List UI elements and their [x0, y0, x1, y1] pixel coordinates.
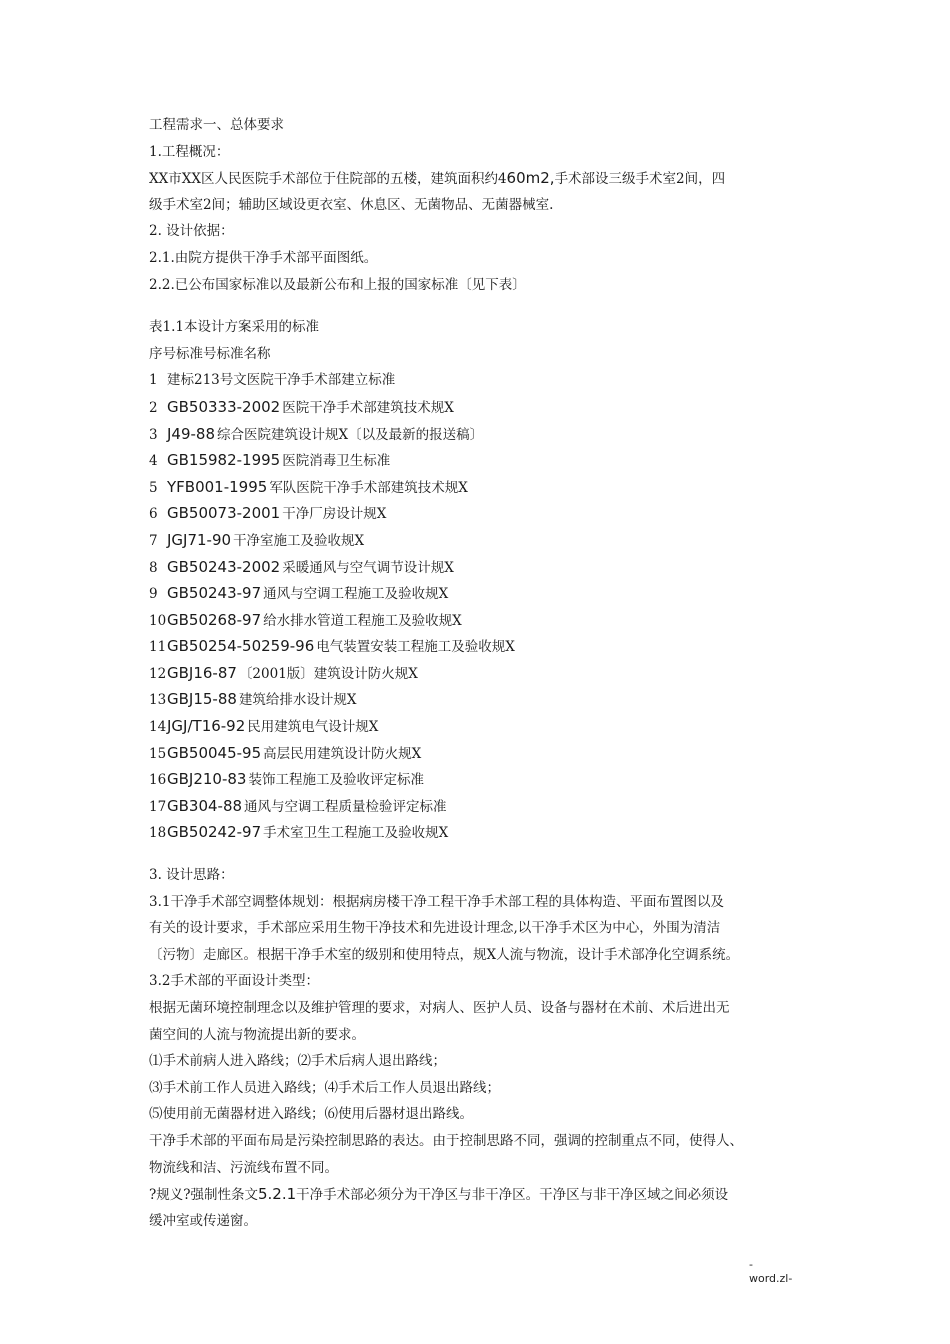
standard-name: 医院消毒卫生标准 [282, 453, 391, 470]
standard-row [149, 713, 809, 740]
standard-code: GBJ210-83 [167, 770, 247, 789]
standard-code: GB50243-97 [167, 584, 262, 603]
standard-code: GB50243-2002 [167, 557, 281, 576]
standard-row [149, 554, 809, 581]
standard-number: 18 [149, 825, 167, 842]
section-1-paragraph-line-2: 级手术室2间；辅助区域设更衣室、休息区、无菌物品、无菌器械室. [149, 196, 554, 213]
standard-number: 3 [149, 426, 158, 443]
standard-number: 8 [149, 559, 158, 576]
standard-row [149, 474, 809, 501]
standard-number: 6 [149, 506, 158, 523]
standard-row [149, 527, 809, 554]
standard-name: 通风与空调工程质量检验评定标准 [244, 798, 447, 815]
doc-title: 工程需求一、总体要求 [149, 117, 284, 133]
standard-code: GB50254-50259-96 [167, 637, 315, 656]
standard-number: 9 [149, 586, 158, 603]
standard-row [149, 394, 809, 421]
route-line-3: ⑸使用前无菌器材进入路线；⑹使用后器材退出路线。 [149, 1106, 473, 1123]
section-2-heading: 2. 设计依据： [149, 223, 234, 240]
standard-name: 医院干净手术部建筑技术规X [282, 399, 454, 416]
standard-row [149, 500, 809, 527]
standard-name: 建标213号文医院干净手术部建立标准 [167, 372, 396, 389]
standard-number: 16 [149, 772, 167, 789]
standard-number: 14 [149, 719, 167, 736]
section-3-2-line-2: 菌空间的人流与物流提出新的要求。 [149, 1026, 365, 1043]
standard-number: 12 [149, 665, 167, 682]
standard-row [149, 633, 809, 660]
standard-code: GB304-88 [167, 796, 243, 815]
footer-dash: - [749, 1258, 753, 1271]
section-3-2-line-1: 根据无菌环境控制理念以及维护管理的要求，对病人、医护人员、设备与器材在术前、术后进出无 [149, 1000, 730, 1016]
standard-number: 13 [149, 692, 167, 709]
standard-number: 2 [149, 399, 158, 416]
standard-code: GB50268-97 [167, 610, 262, 629]
footer-site: word.zl- [749, 1272, 793, 1285]
standard-code: J49-88 [167, 424, 216, 443]
standard-row [149, 607, 809, 634]
standard-row [149, 421, 809, 448]
standard-name: 〔2001版〕建筑设计防火规X [238, 665, 418, 682]
standard-name: 建筑给排水设计规X [238, 692, 357, 709]
standard-number: 4 [149, 453, 158, 470]
standard-code: GBJ15-88 [167, 690, 237, 709]
rule-paragraph-line-2: 缓冲室或传递窗。 [149, 1212, 257, 1229]
route-line-2: ⑶手术前工作人员进入路线；⑷手术后工作人员退出路线； [149, 1079, 500, 1096]
section-2-2: 2.2.已公布国家标准以及最新公布和上报的国家标准〔见下表〕 [149, 276, 526, 293]
standard-code: GB50333-2002 [167, 397, 281, 416]
table-header: 序号标准号标准名称 [149, 345, 271, 362]
standard-row [149, 660, 809, 687]
standard-number: 15 [149, 745, 167, 762]
standard-name: 民用建筑电气设计规X [247, 719, 379, 736]
layout-paragraph-line-2: 物流线和洁、污流线布置不同。 [149, 1159, 338, 1176]
standard-number: 7 [149, 532, 158, 549]
standard-row [149, 686, 809, 713]
standard-code: GB50045-95 [167, 743, 262, 762]
standard-code: GB50242-97 [167, 823, 262, 842]
document-body [149, 112, 809, 1234]
standard-name: 高层民用建筑设计防火规X [263, 745, 422, 762]
standard-row [149, 793, 809, 820]
section-3-2-heading: 3.2手术部的平面设计类型： [149, 973, 319, 990]
standard-number: 1 [149, 372, 158, 389]
standard-name: 军队医院干净手术部建筑技术规X [269, 479, 468, 496]
table-caption: 表1.1本设计方案采用的标准 [149, 319, 319, 336]
section-3-heading: 3. 设计思路： [149, 867, 234, 884]
standard-row [149, 766, 809, 793]
standard-row [149, 580, 809, 607]
route-line-1: ⑴手术前病人进入路线；⑵手术后病人退出路线； [149, 1053, 446, 1070]
standard-number: 5 [149, 479, 158, 496]
section-1-heading: 1.工程概况： [149, 143, 230, 160]
standard-code: GB15982-1995 [167, 451, 281, 470]
standard-row [149, 367, 809, 394]
page-footer [749, 1258, 792, 1286]
standard-code: JGJ71-90 [167, 530, 232, 549]
standard-row [149, 819, 809, 846]
standard-name: 综合医院建筑设计规X〔以及最新的报送稿〕 [217, 426, 484, 443]
standard-name: 电气装置安装工程施工及验收规X [316, 639, 515, 656]
standard-code: GB50073-2001 [167, 504, 281, 523]
standards-list [149, 367, 809, 846]
standard-number: 17 [149, 798, 167, 815]
standard-name: 干净厂房设计规X [282, 506, 387, 523]
standard-name: 采暖通风与空气调节设计规X [282, 559, 454, 576]
standard-number: 10 [149, 612, 167, 629]
section-3-1-line-1: 3.1干净手术部空调整体规划：根据病房楼干净工程干净手术部工程的具体构造、平面布置图以及 [149, 893, 724, 910]
section-1-paragraph-line-1: XX市XX区人民医院手术部位于住院部的五楼，建筑面积约460m2,手术部设三级手术室2间，四 [149, 169, 726, 188]
standard-name: 给水排水管道工程施工及验收规X [263, 612, 462, 629]
rule-paragraph-line-1: ?规义?强制性条文5.2.1干净手术部必须分为干净区与非干净区。干净区与非干净区域之间必须设 [149, 1185, 729, 1204]
standard-name: 装饰工程施工及验收评定标准 [248, 772, 424, 789]
section-2-1: 2.1.由院方提供干净手术部平面图纸。 [149, 249, 378, 266]
standard-code: YFB001-1995 [167, 477, 268, 496]
standard-name: 通风与空调工程施工及验收规X [263, 586, 449, 603]
standard-number: 11 [149, 639, 167, 656]
section-3-1-line-3: 〔污物〕走廊区。根据干净手术室的级别和使用特点，规X人流与物流，设计手术部净化空调系统。 [149, 946, 740, 963]
standard-name: 手术室卫生工程施工及验收规X [263, 825, 449, 842]
standard-code: JGJ/T16-92 [167, 717, 246, 736]
layout-paragraph-line-1: 干净手术部的平面布局是污染控制思路的表达。由于控制思路不同，强调的控制重点不同，使得人、 [149, 1132, 743, 1149]
section-3-1-line-2: 有关的设计要求，手术部应采用生物干净技术和先进设计理念,以干净手术区为中心，外围为清洁 [149, 920, 721, 937]
standard-row [149, 447, 809, 474]
standard-row [149, 740, 809, 767]
standard-code: GBJ16-87 [167, 663, 237, 682]
standard-name: 干净室施工及验收规X [233, 532, 365, 549]
